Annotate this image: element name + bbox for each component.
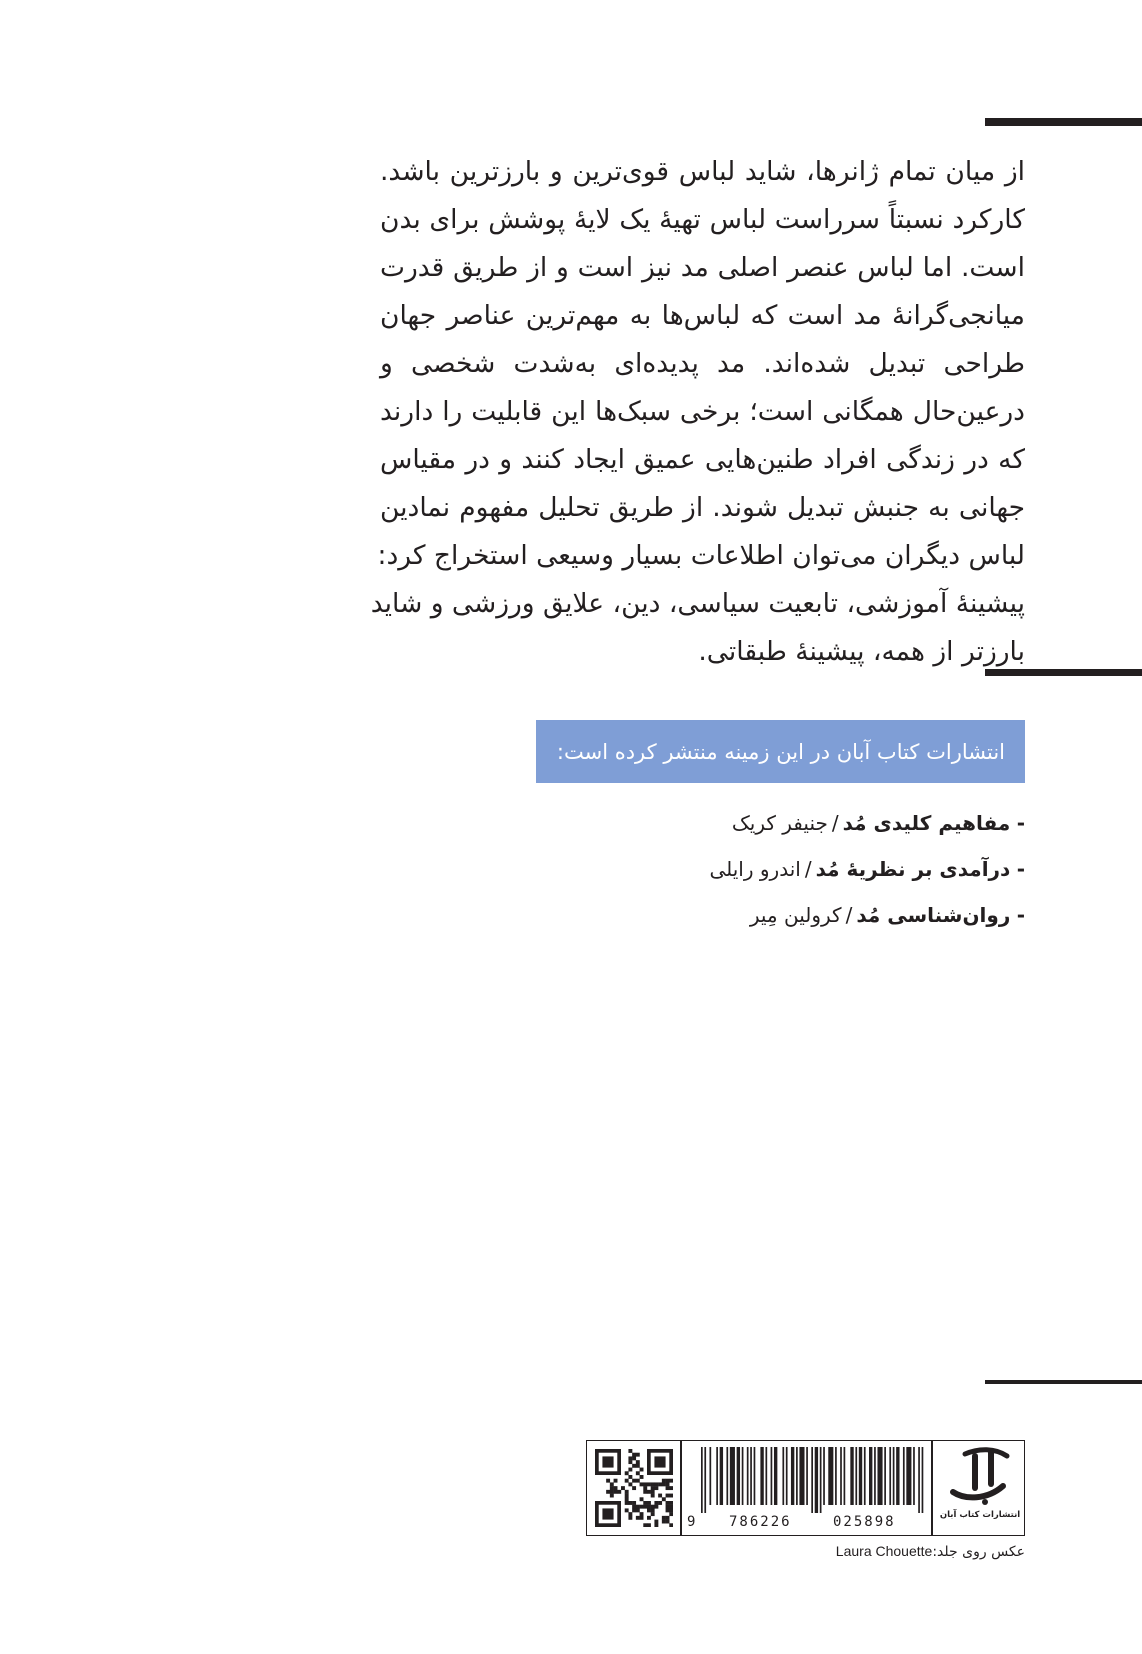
blurb-line: لباس دیگران می‌توان اطلاعات بسیار وسیعی استخراج کرد: — [377, 540, 1025, 571]
book-author: جنیفر کریک — [731, 811, 828, 835]
list-item — [600, 846, 1025, 892]
blurb-line: درعین‌حال همگانی است؛ برخی سبک‌ها این قابلیت را دارند — [380, 396, 1025, 427]
publisher-banner-text: انتشارات کتاب آبان در این زمینه منتشر کرده است: — [556, 739, 1005, 764]
blurb-line: که در زندگی افراد طنین‌هایی عمیق ایجاد کنند و در مقیاس — [380, 444, 1025, 475]
code-panel — [586, 1440, 1025, 1536]
blurb-line: است. اما لباس عنصر اصلی مد نیز است و از طریق قدرت — [380, 252, 1025, 283]
list-item — [600, 892, 1025, 938]
qr-code-icon — [595, 1449, 673, 1527]
bottom-rule — [985, 1380, 1142, 1384]
list-item — [600, 800, 1025, 846]
related-books-list — [600, 800, 1025, 938]
book-title: مفاهیم کلیدی مُد — [842, 811, 1011, 835]
list-dash: - — [1016, 903, 1025, 927]
blurb-line: پیشینهٔ آموزشی، تابعیت سیاسی، دین، علایق ورزشی و شاید — [370, 588, 1025, 619]
publisher-banner — [536, 720, 1025, 783]
book-title: درآمدی بر نظریهٔ مُد — [815, 857, 1011, 881]
barcode — [687, 1447, 925, 1531]
blurb-line: کارکرد نسبتاً سرراست لباس تهیهٔ یک لایهٔ پوشش برای بدن — [380, 204, 1025, 235]
blurb-line: جهانی به جنبش تبدیل شوند. از طریق تحلیل مفهوم نمادین — [380, 492, 1025, 523]
list-dash: - — [1016, 857, 1025, 881]
list-separator: / — [831, 811, 839, 835]
blurb-line: طراحی تبدیل شده‌اند. مد پدیده‌ای به‌شدت شخصی و — [380, 348, 1025, 379]
panel-divider — [680, 1441, 682, 1535]
barcode-left-digits: 786226 — [729, 1514, 792, 1530]
photo-credit — [780, 1543, 1025, 1560]
photo-credit-label: عکس روی جلد: — [932, 1544, 1025, 1560]
publisher-logo — [939, 1446, 1021, 1532]
book-title: روان‌شناسی مُد — [856, 903, 1011, 927]
panel-divider — [931, 1441, 933, 1535]
publisher-logo-mark — [945, 1446, 1015, 1506]
svg-text:انتشارات کتاب آبان: انتشارات کتاب آبان — [940, 1510, 1020, 1520]
book-author: کرولین مِیر — [749, 903, 842, 927]
barcode-right-digits: 025898 — [833, 1514, 896, 1530]
book-author: اندرو رایلی — [709, 857, 801, 881]
list-separator: / — [845, 903, 853, 927]
blurb-line: از میان تمام ژانرها، شاید لباس قوی‌ترین و بارزترین باشد. — [380, 156, 1025, 187]
blurb-line: بارزتر از همه، پیشینهٔ طبقاتی. — [698, 636, 1025, 667]
list-dash: - — [1016, 811, 1025, 835]
publisher-logo-caption — [940, 1506, 1020, 1520]
blurb-line: میانجی‌گرانهٔ مد است که لباس‌ها به مهم‌ترین عناصر جهان — [380, 300, 1025, 331]
back-cover-blurb — [370, 148, 1025, 676]
top-rule — [985, 118, 1142, 126]
photo-credit-name: Laura Chouette — [835, 1543, 933, 1559]
list-separator: / — [804, 857, 812, 881]
middle-rule — [985, 669, 1142, 676]
barcode-prefix-digit: 9 — [687, 1514, 698, 1530]
